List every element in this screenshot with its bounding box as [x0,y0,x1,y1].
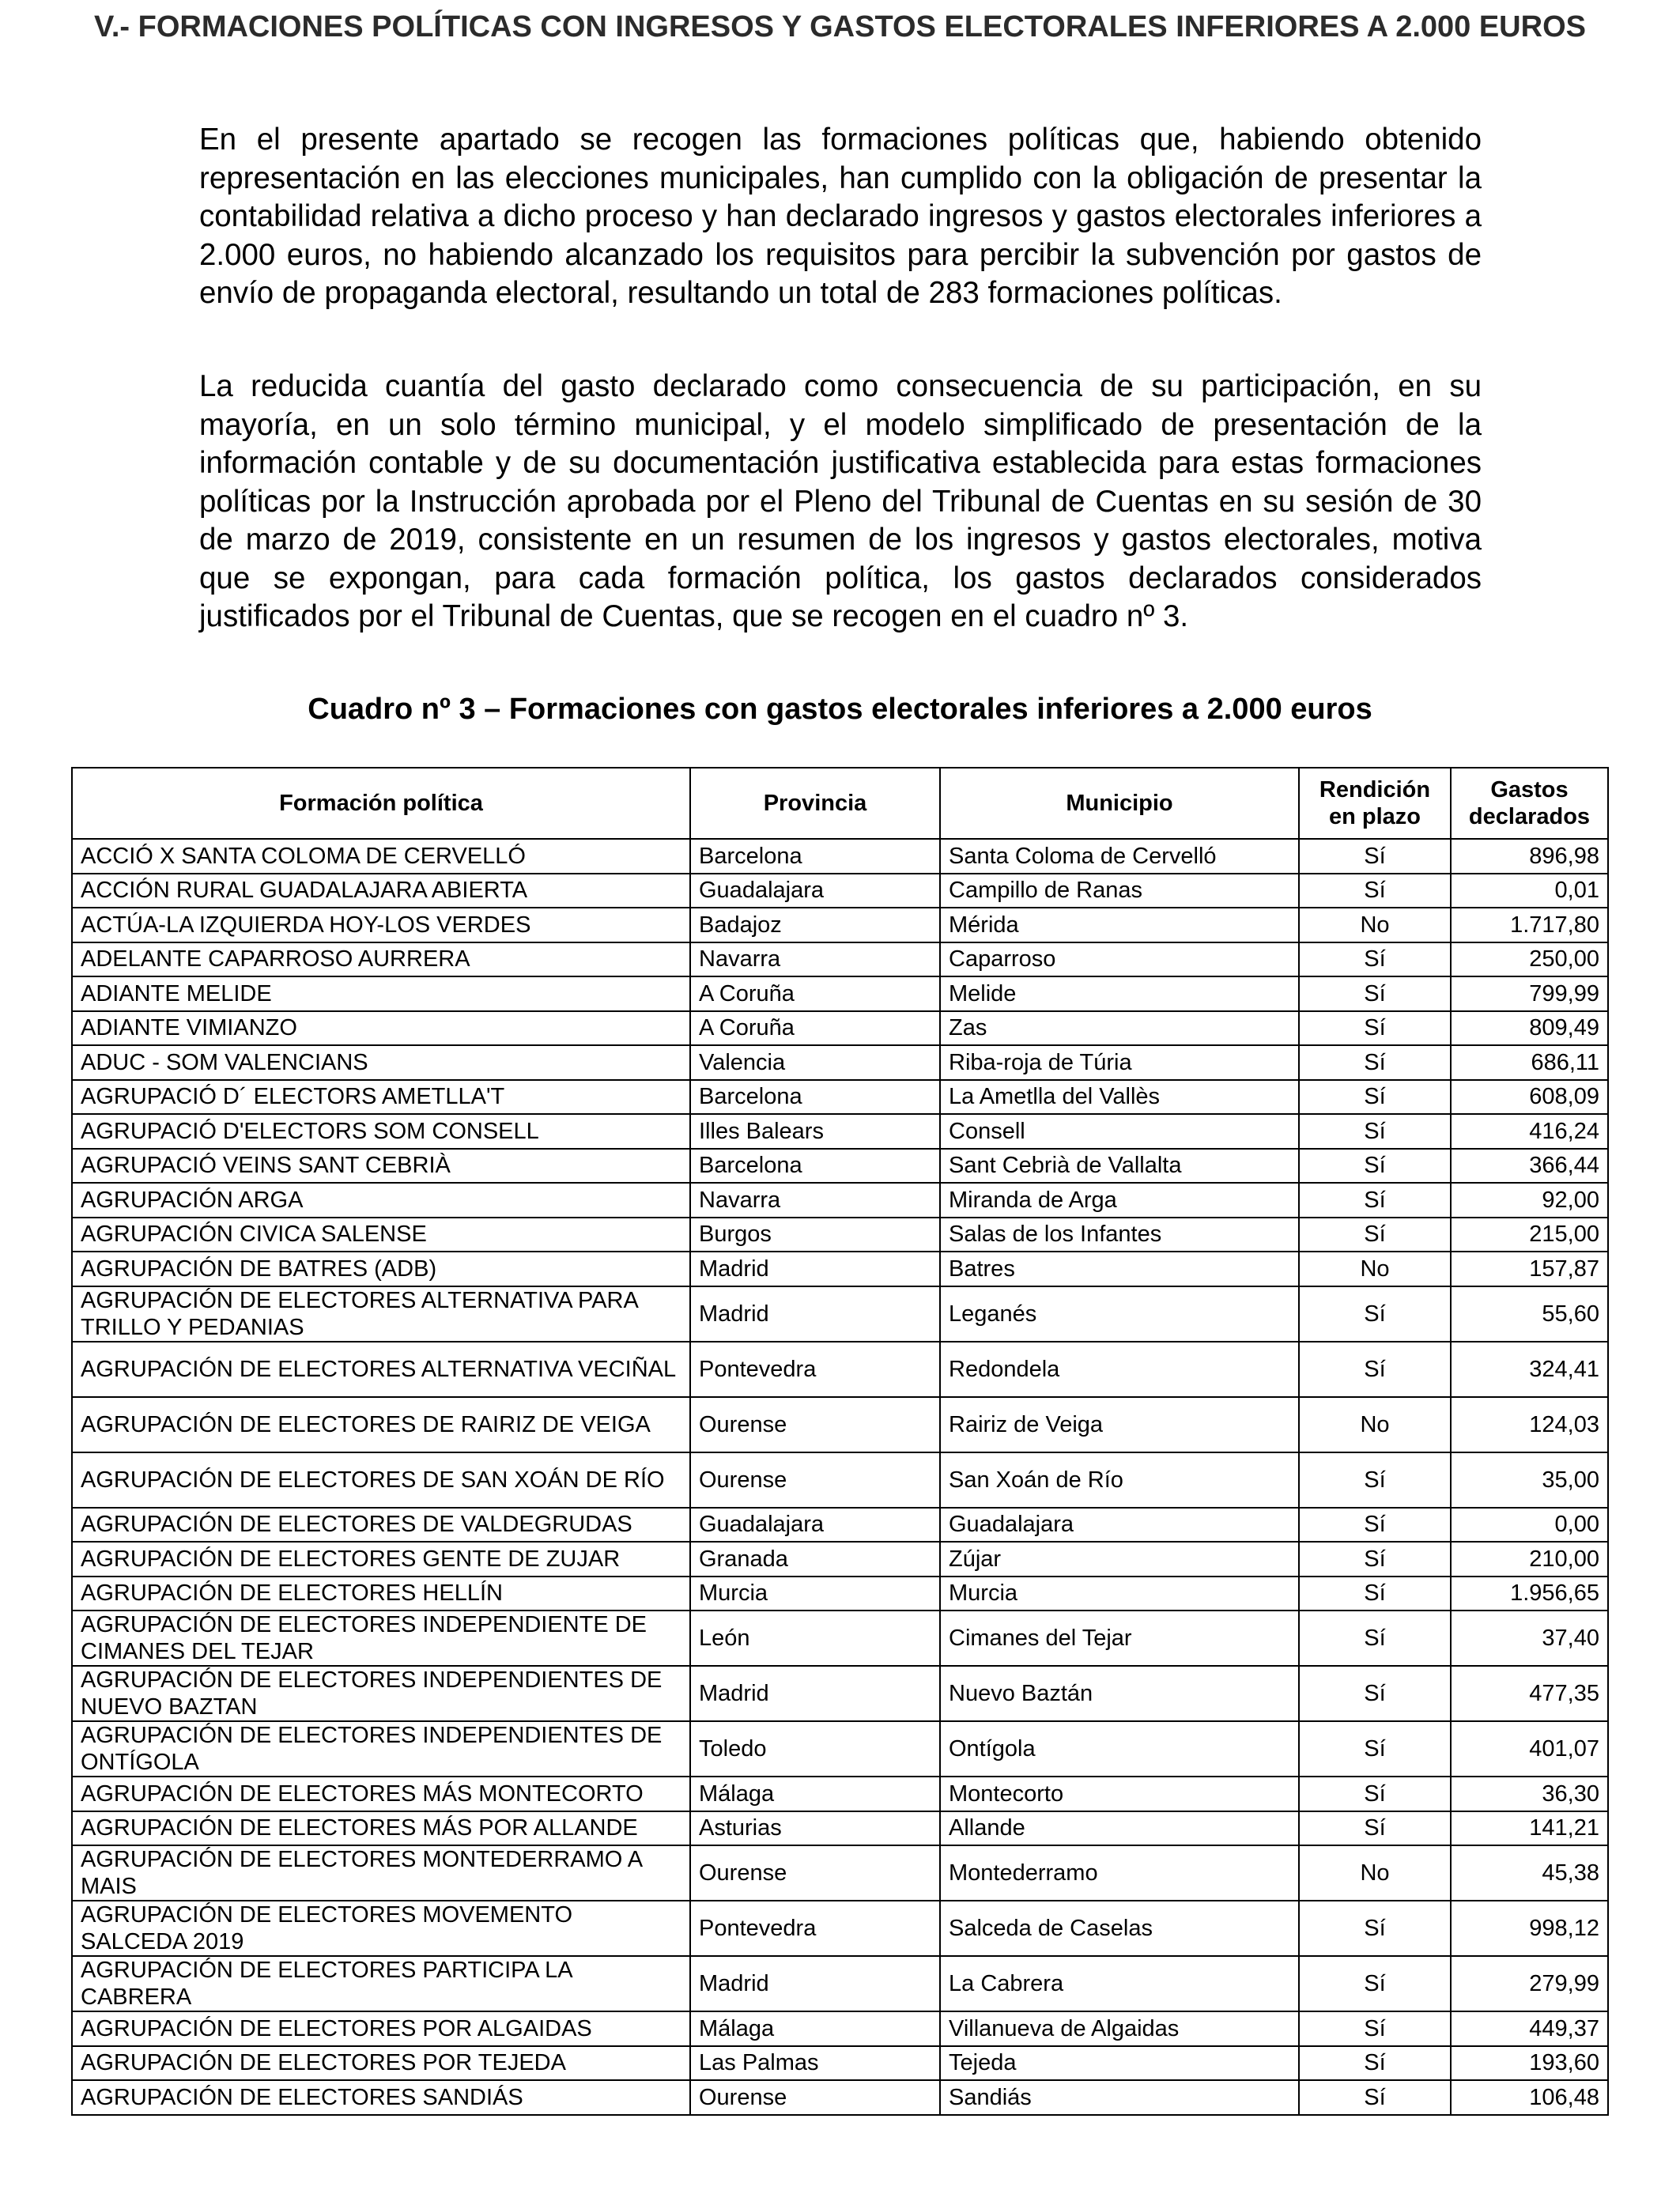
cell-rendicion: Sí [1299,2080,1451,2115]
cell-gastos: 210,00 [1451,1542,1608,1577]
cell-rendicion: Sí [1299,1218,1451,1252]
cell-gastos: 416,24 [1451,1114,1608,1149]
table-row [72,1577,1608,1611]
table-row [72,1666,1608,1721]
cell-formacion: ACCIÓ X SANTA COLOMA DE CERVELLÓ [72,839,690,874]
cell-gastos: 809,49 [1451,1011,1608,1046]
table-row [72,942,1608,977]
cell-provincia: Madrid [690,1956,940,2011]
cell-formacion: AGRUPACIÓN DE ELECTORES ALTERNATIVA PARA TRILLO Y PEDANIAS [72,1286,690,1342]
cell-provincia: Asturias [690,1811,940,1846]
formations-table [71,767,1609,2116]
cell-gastos: 1.717,80 [1451,908,1608,942]
cell-formacion: AGRUPACIÓN ARGA [72,1183,690,1218]
table-row [72,1149,1608,1184]
cell-municipio: Salceda de Caselas [940,1901,1299,1956]
cell-rendicion: Sí [1299,976,1451,1011]
header-rendicion: Rendición en plazo [1299,768,1451,839]
cell-rendicion: Sí [1299,1183,1451,1218]
cell-municipio: Montederramo [940,1845,1299,1901]
cell-formacion: AGRUPACIÓN DE ELECTORES INDEPENDIENTES DE NUEVO BAZTAN [72,1666,690,1721]
cell-formacion: AGRUPACIÓN DE ELECTORES DE VALDEGRUDAS [72,1508,690,1543]
cell-rendicion: Sí [1299,1342,1451,1397]
table-row [72,1721,1608,1777]
table-row [72,1286,1608,1342]
cell-rendicion: Sí [1299,1777,1451,1811]
table-row [72,1218,1608,1252]
cell-formacion: AGRUPACIÓN DE BATRES (ADB) [72,1252,690,1286]
cell-provincia: Málaga [690,2011,940,2046]
cell-provincia: Ourense [690,2080,940,2115]
table-header-row [72,768,1608,839]
cell-formacion: AGRUPACIÓN DE ELECTORES MÁS MONTECORTO [72,1777,690,1811]
cell-municipio: Redondela [940,1342,1299,1397]
cell-formacion: AGRUPACIÓN DE ELECTORES DE RAIRIZ DE VEIGA [72,1397,690,1452]
cell-gastos: 449,37 [1451,2011,1608,2046]
cell-municipio: Allande [940,1811,1299,1846]
cell-provincia: Illes Balears [690,1114,940,1149]
table-row [72,1397,1608,1452]
table-row [72,1611,1608,1666]
cell-provincia: Granada [690,1542,940,1577]
table-row [72,1080,1608,1115]
cell-municipio: Santa Coloma de Cervelló [940,839,1299,874]
cell-formacion: AGRUPACIÓN DE ELECTORES MONTEDERRAMO A MAIS [72,1845,690,1901]
cell-gastos: 686,11 [1451,1045,1608,1080]
cell-gastos: 477,35 [1451,1666,1608,1721]
table-body [72,839,1608,2115]
cell-municipio: Zas [940,1011,1299,1046]
cell-municipio: Ontígola [940,1721,1299,1777]
cell-formacion: AGRUPACIÓN DE ELECTORES HELLÍN [72,1577,690,1611]
header-gastos: Gastos declarados [1451,768,1608,839]
cell-provincia: A Coruña [690,976,940,1011]
header-provincia: Provincia [690,768,940,839]
cell-formacion: AGRUPACIÓN DE ELECTORES ALTERNATIVA VECIÑAL [72,1342,690,1397]
cell-provincia: Navarra [690,942,940,977]
cell-gastos: 157,87 [1451,1252,1608,1286]
cell-municipio: Sandiás [940,2080,1299,2115]
cell-provincia: Ourense [690,1452,940,1508]
cell-formacion: AGRUPACIÓN DE ELECTORES POR TEJEDA [72,2046,690,2081]
table-row [72,1777,1608,1811]
cell-rendicion: No [1299,1845,1451,1901]
cell-provincia: Murcia [690,1577,940,1611]
cell-rendicion: Sí [1299,942,1451,977]
cell-provincia: León [690,1611,940,1666]
table-row [72,874,1608,908]
cell-municipio: Zújar [940,1542,1299,1577]
cell-formacion: ADUC - SOM VALENCIANS [72,1045,690,1080]
cell-municipio: Campillo de Ranas [940,874,1299,908]
cell-municipio: Consell [940,1114,1299,1149]
cell-provincia: Pontevedra [690,1342,940,1397]
section-title: V.- FORMACIONES POLÍTICAS CON INGRESOS Y GASTOS ELECTORALES INFERIORES A 2.000 EUROS [94,10,1586,43]
cell-rendicion: Sí [1299,1114,1451,1149]
table-row [72,1252,1608,1286]
cell-municipio: Guadalajara [940,1508,1299,1543]
cell-provincia: Guadalajara [690,1508,940,1543]
table-row [72,1901,1608,1956]
cell-municipio: Cimanes del Tejar [940,1611,1299,1666]
cell-gastos: 35,00 [1451,1452,1608,1508]
cell-municipio: Murcia [940,1577,1299,1611]
cell-provincia: A Coruña [690,1011,940,1046]
cell-gastos: 0,01 [1451,874,1608,908]
cell-formacion: AGRUPACIÓN CIVICA SALENSE [72,1218,690,1252]
cell-formacion: ADELANTE CAPARROSO AURRERA [72,942,690,977]
table-row [72,1183,1608,1218]
cell-provincia: Pontevedra [690,1901,940,1956]
cell-provincia: Barcelona [690,1149,940,1184]
cell-gastos: 92,00 [1451,1183,1608,1218]
cell-municipio: San Xoán de Río [940,1452,1299,1508]
cell-rendicion: Sí [1299,839,1451,874]
cell-provincia: Burgos [690,1218,940,1252]
cell-municipio: Tejeda [940,2046,1299,2081]
table-row [72,1011,1608,1046]
intro-paragraph: En el presente apartado se recogen las formaciones políticas que, habiendo obtenido representación en las elecciones municipales, han cumplido con la obligación de presentar la contabilidad relativa a dicho proceso y han declarado ingresos y gastos electorales inferiores a 2.000 euros, no habiendo alcanzado los requisitos para percibir la subvención por gastos de envío de propaganda electoral, resultando un total de 283 formaciones políticas. [199,123,1482,310]
cell-municipio: Nuevo Baztán [940,1666,1299,1721]
cell-rendicion: Sí [1299,1721,1451,1777]
table-row [72,1956,1608,2011]
cell-rendicion: Sí [1299,1286,1451,1342]
header-formacion: Formación política [72,768,690,839]
header-municipio: Municipio [940,768,1299,839]
table-row [72,1452,1608,1508]
cell-gastos: 250,00 [1451,942,1608,977]
cell-formacion: AGRUPACIÓN DE ELECTORES MOVEMENTO SALCEDA 2019 [72,1901,690,1956]
table-row [72,839,1608,874]
cell-rendicion: Sí [1299,1811,1451,1846]
cell-gastos: 215,00 [1451,1218,1608,1252]
cell-provincia: Madrid [690,1252,940,1286]
cell-gastos: 896,98 [1451,839,1608,874]
cell-rendicion: Sí [1299,2011,1451,2046]
cell-municipio: Sant Cebrià de Vallalta [940,1149,1299,1184]
cell-municipio: La Cabrera [940,1956,1299,2011]
cell-formacion: ADIANTE MELIDE [72,976,690,1011]
cell-provincia: Barcelona [690,1080,940,1115]
table-row [72,1045,1608,1080]
cell-gastos: 799,99 [1451,976,1608,1011]
table-row [72,1342,1608,1397]
cell-formacion: AGRUPACIÓN DE ELECTORES POR ALGAIDAS [72,2011,690,2046]
table-row [72,2011,1608,2046]
cell-rendicion: No [1299,1252,1451,1286]
table-row [72,1508,1608,1543]
cell-rendicion: Sí [1299,2046,1451,2081]
cell-municipio: Montecorto [940,1777,1299,1811]
cell-rendicion: Sí [1299,1045,1451,1080]
cell-gastos: 106,48 [1451,2080,1608,2115]
cell-gastos: 55,60 [1451,1286,1608,1342]
cell-gastos: 193,60 [1451,2046,1608,2081]
cell-provincia: Barcelona [690,839,940,874]
cell-provincia: Navarra [690,1183,940,1218]
table-row [72,2046,1608,2081]
cell-gastos: 45,38 [1451,1845,1608,1901]
cell-rendicion: Sí [1299,1901,1451,1956]
cell-rendicion: Sí [1299,1666,1451,1721]
cell-rendicion: No [1299,908,1451,942]
cell-municipio: Mérida [940,908,1299,942]
cell-municipio: Miranda de Arga [940,1183,1299,1218]
cell-municipio: La Ametlla del Vallès [940,1080,1299,1115]
table-row [72,2080,1608,2115]
cell-formacion: AGRUPACIÓN DE ELECTORES INDEPENDIENTE DE CIMANES DEL TEJAR [72,1611,690,1666]
cell-rendicion: Sí [1299,1011,1451,1046]
cell-formacion: AGRUPACIÓN DE ELECTORES GENTE DE ZUJAR [72,1542,690,1577]
cell-formacion: ACCIÓN RURAL GUADALAJARA ABIERTA [72,874,690,908]
cell-formacion: AGRUPACIÓN DE ELECTORES SANDIÁS [72,2080,690,2115]
cell-rendicion: Sí [1299,1452,1451,1508]
cell-provincia: Málaga [690,1777,940,1811]
cell-gastos: 124,03 [1451,1397,1608,1452]
cell-gastos: 141,21 [1451,1811,1608,1846]
cell-formacion: ACTÚA-LA IZQUIERDA HOY-LOS VERDES [72,908,690,942]
cell-formacion: AGRUPACIÓ D'ELECTORS SOM CONSELL [72,1114,690,1149]
cell-provincia: Ourense [690,1397,940,1452]
cell-rendicion: Sí [1299,1149,1451,1184]
cell-formacion: AGRUPACIÓN DE ELECTORES PARTICIPA LA CABRERA [72,1956,690,2011]
cell-formacion: AGRUPACIÓ VEINS SANT CEBRIÀ [72,1149,690,1184]
explanation-paragraph: La reducida cuantía del gasto declarado como consecuencia de su participación, en su mayoría, en un solo término municipal, y el modelo simplificado de presentación de la información contable y de su documentación justificativa establecida para estas formaciones políticas por la Instrucción aprobada por el Pleno del Tribunal de Cuentas en su sesión de 30 de marzo de 2019, consistente en un resumen de los ingresos y gastos electorales, motiva que se expongan, para cada formación política, los gastos declarados considerados justificados por el Tribunal de Cuentas, que se recogen en el cuadro nº 3. [199,369,1482,633]
cell-rendicion: Sí [1299,1956,1451,2011]
cell-municipio: Melide [940,976,1299,1011]
cell-provincia: Madrid [690,1286,940,1342]
cell-rendicion: Sí [1299,874,1451,908]
cell-municipio: Salas de los Infantes [940,1218,1299,1252]
cell-gastos: 0,00 [1451,1508,1608,1543]
cell-gastos: 998,12 [1451,1901,1608,1956]
cell-provincia: Valencia [690,1045,940,1080]
cell-rendicion: Sí [1299,1577,1451,1611]
cell-provincia: Madrid [690,1666,940,1721]
cell-provincia: Guadalajara [690,874,940,908]
table-row [72,1542,1608,1577]
cell-rendicion: Sí [1299,1508,1451,1543]
cell-gastos: 37,40 [1451,1611,1608,1666]
cell-municipio: Rairiz de Veiga [940,1397,1299,1452]
cell-municipio: Batres [940,1252,1299,1286]
cell-gastos: 279,99 [1451,1956,1608,2011]
cell-municipio: Caparroso [940,942,1299,977]
cell-provincia: Toledo [690,1721,940,1777]
cell-formacion: AGRUPACIÓ D´ ELECTORS AMETLLA'T [72,1080,690,1115]
cell-municipio: Riba-roja de Túria [940,1045,1299,1080]
cell-municipio: Villanueva de Algaidas [940,2011,1299,2046]
cell-provincia: Las Palmas [690,2046,940,2081]
cell-gastos: 401,07 [1451,1721,1608,1777]
cell-rendicion: Sí [1299,1542,1451,1577]
cell-gastos: 1.956,65 [1451,1577,1608,1611]
cell-provincia: Ourense [690,1845,940,1901]
table-row [72,976,1608,1011]
table-row [72,908,1608,942]
cell-municipio: Leganés [940,1286,1299,1342]
cell-gastos: 36,30 [1451,1777,1608,1811]
cell-provincia: Badajoz [690,908,940,942]
cell-formacion: AGRUPACIÓN DE ELECTORES MÁS POR ALLANDE [72,1811,690,1846]
cell-gastos: 324,41 [1451,1342,1608,1397]
cell-gastos: 608,09 [1451,1080,1608,1115]
cell-formacion: AGRUPACIÓN DE ELECTORES DE SAN XOÁN DE RÍO [72,1452,690,1508]
table-row [72,1811,1608,1846]
cell-gastos: 366,44 [1451,1149,1608,1184]
cell-rendicion: No [1299,1397,1451,1452]
cell-rendicion: Sí [1299,1611,1451,1666]
cell-formacion: AGRUPACIÓN DE ELECTORES INDEPENDIENTES DE ONTÍGOLA [72,1721,690,1777]
table-row [72,1114,1608,1149]
table-row [72,1845,1608,1901]
cell-rendicion: Sí [1299,1080,1451,1115]
table-caption: Cuadro nº 3 – Formaciones con gastos electorales inferiores a 2.000 euros [308,693,1372,726]
cell-formacion: ADIANTE VIMIANZO [72,1011,690,1046]
